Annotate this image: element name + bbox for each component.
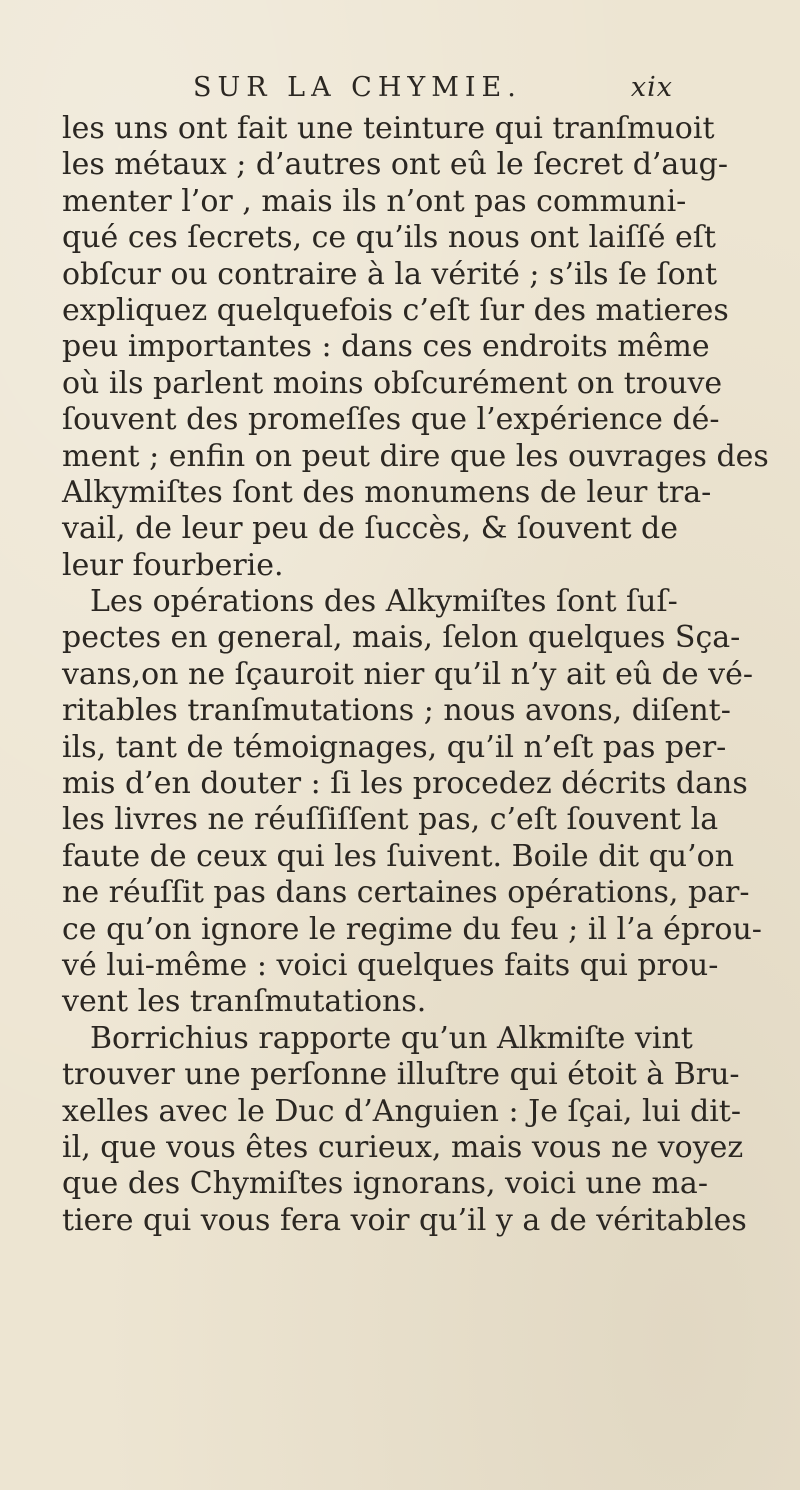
page-number: xix	[630, 72, 673, 103]
text-line: Alkymiſtes ſont des monumens de leur tra-	[62, 474, 712, 510]
text-line: menter l’or , mais ils n’ont pas communi-	[62, 183, 687, 219]
text-line: pectes en general, mais, ſelon quelques Sça-	[62, 620, 741, 656]
text-line: vail, de leur peu de ſuccès, & ſouvent de	[62, 511, 678, 547]
text-line: ritables tranſmutations ; nous avons, diſent-	[62, 693, 731, 729]
paragraph-start-line: Borrichius rapporte qu’un Alkmiſte vint	[90, 1020, 693, 1056]
text-line: trouver une perſonne illuſtre qui étoit à Bru-	[62, 1057, 740, 1093]
text-line: ce qu’on ignore le regime du feu ; il l’a éprou-	[62, 911, 762, 947]
text-line: où ils parlent moins obſcurément on trouve	[62, 365, 723, 401]
text-line: ne réuſſit pas dans certaines opérations, par-	[62, 875, 750, 911]
running-head	[193, 72, 673, 112]
paragraph-start-line: Les opérations des Alkymiſtes ſont ſuſ-	[90, 584, 678, 620]
text-line: expliquez quelquefois c’eſt ſur des matieres	[62, 292, 729, 328]
text-line: vans,on ne ſçauroit nier qu’il n’y ait eû de vé-	[62, 656, 754, 692]
text-line: vé lui-même : voici quelques faits qui prou-	[62, 947, 719, 983]
body-text	[62, 111, 769, 1239]
text-line: ils, tant de témoignages, qu’il n’eſt pas per-	[62, 729, 727, 765]
text-line: mis d’en douter : ſi les procedez décrits dans	[62, 766, 748, 802]
running-title: SUR LA CHYMIE.	[193, 72, 522, 103]
text-line: peu importantes : dans ces endroits même	[62, 329, 710, 365]
text-line: obſcur ou contraire à la vérité ; s’ils ſe ſont	[62, 256, 718, 292]
text-line: leur fourberie.	[62, 547, 284, 583]
text-line: les métaux ; d’autres ont eû le ſecret d’aug-	[62, 147, 728, 183]
text-line: faute de ceux qui les ſuivent. Boile dit qu’on	[62, 838, 735, 874]
text-line: les uns ont fait une teinture qui tranſmuoit	[62, 111, 715, 146]
text-line: que des Chymiſtes ignorans, voici une ma-	[62, 1166, 708, 1202]
text-line: xelles avec le Duc d’Anguien : Je ſçai, lui dit-	[62, 1093, 741, 1129]
text-line: tiere qui vous fera voir qu’il y a de véritables	[62, 1202, 747, 1238]
text-line: ment ; enfin on peut dire que les ouvrages des	[62, 438, 769, 474]
text-line: les livres ne réuſſiſſent pas, c’eſt ſouvent la	[62, 802, 719, 838]
text-line: vent les tranſmutations.	[62, 984, 427, 1020]
text-line: il, que vous êtes curieux, mais vous ne voyez	[62, 1129, 744, 1165]
text-line: qué ces ſecrets, ce qu’ils nous ont laiſſé eſt	[62, 220, 716, 256]
text-line: ſouvent des promeſſes que l’expérience dé-	[62, 402, 720, 438]
